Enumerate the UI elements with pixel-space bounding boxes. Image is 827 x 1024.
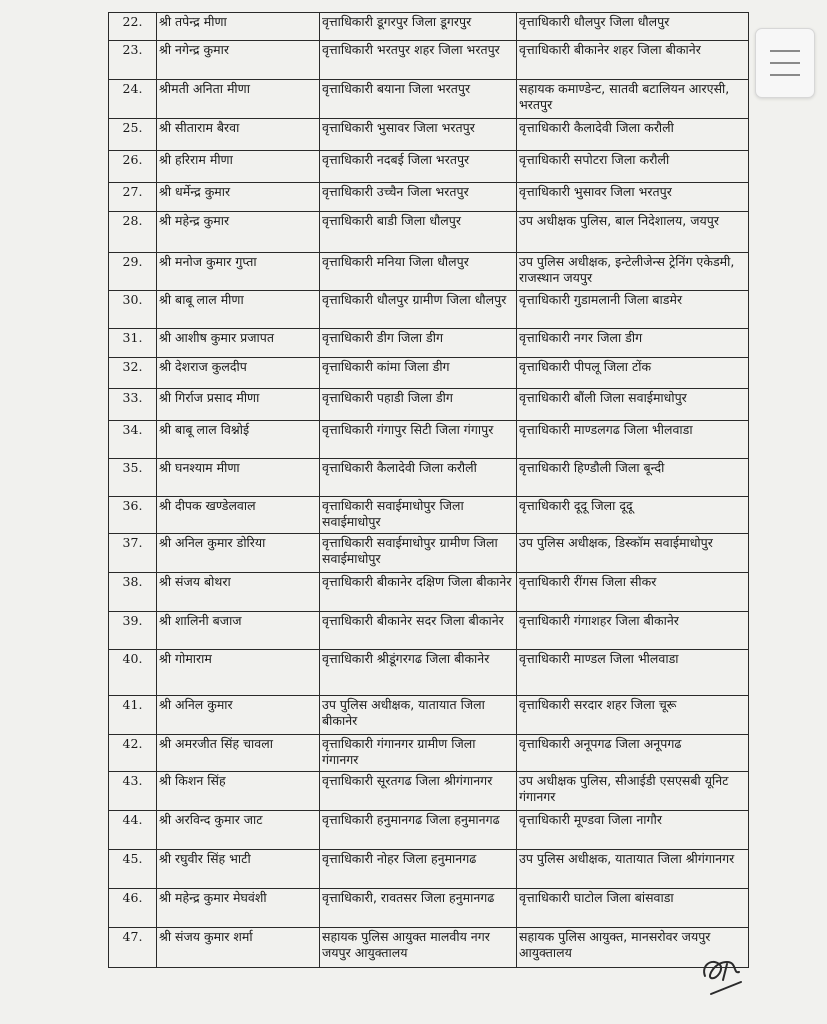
current-posting: वृत्ताधिकारी कैलादेवी जिला करौली: [320, 459, 517, 497]
new-posting: वृत्ताधिकारी कैलादेवी जिला करौली: [517, 119, 749, 151]
table-row: [109, 291, 749, 329]
current-posting: सहायक पुलिस आयुक्त मालवीय नगर जयपुर आयुक्तालय: [320, 928, 517, 968]
officer-name: श्री हरिराम मीणा: [157, 151, 320, 183]
table-row: [109, 850, 749, 889]
current-posting: वृत्ताधिकारी नदबई जिला भरतपुर: [320, 151, 517, 183]
table-row: [109, 183, 749, 212]
new-posting: वृत्ताधिकारी सपोटरा जिला करौली: [517, 151, 749, 183]
current-posting: वृत्ताधिकारी डीग जिला डीग: [320, 329, 517, 358]
new-posting: वृत्ताधिकारी नगर जिला डीग: [517, 329, 749, 358]
current-posting: वृत्ताधिकारी, रावतसर जिला हनुमानगढ: [320, 889, 517, 928]
officer-name: श्री रघुवीर सिंह भाटी: [157, 850, 320, 889]
current-posting: वृत्ताधिकारी सवाईमाधोपुर ग्रामीण जिला सवाईमाधोपुर: [320, 534, 517, 573]
table-row: [109, 253, 749, 291]
row-number: 28.: [109, 212, 157, 253]
current-posting: वृत्ताधिकारी मनिया जिला धौलपुर: [320, 253, 517, 291]
table-row: [109, 13, 749, 41]
new-posting: उप अधीक्षक पुलिस, बाल निदेशालय, जयपुर: [517, 212, 749, 253]
new-posting: वृत्ताधिकारी गंगाशहर जिला बीकानेर: [517, 612, 749, 650]
officer-name: श्रीमती अनिता मीणा: [157, 80, 320, 119]
current-posting: वृत्ताधिकारी श्रीडूंगरगढ जिला बीकानेर: [320, 650, 517, 696]
current-posting: वृत्ताधिकारी पहाडी जिला डीग: [320, 389, 517, 421]
row-number: 34.: [109, 421, 157, 459]
row-number: 47.: [109, 928, 157, 968]
current-posting: वृत्ताधिकारी सवाईमाधोपुर जिला सवाईमाधोपुर: [320, 497, 517, 534]
table-row: [109, 889, 749, 928]
current-posting: उप पुलिस अधीक्षक, यातायात जिला बीकानेर: [320, 696, 517, 735]
row-number: 38.: [109, 573, 157, 612]
table-row: [109, 497, 749, 534]
new-posting: सहायक कमाण्डेन्ट, सातवी बटालियन आरएसी, भरतपुर: [517, 80, 749, 119]
row-number: 29.: [109, 253, 157, 291]
new-posting: वृत्ताधिकारी बीकानेर शहर जिला बीकानेर: [517, 41, 749, 80]
officer-name: श्री किशन सिंह: [157, 772, 320, 811]
row-number: 44.: [109, 811, 157, 850]
row-number: 26.: [109, 151, 157, 183]
table-row: [109, 735, 749, 772]
current-posting: वृत्ताधिकारी बीकानेर दक्षिण जिला बीकानेर: [320, 573, 517, 612]
new-posting: वृत्ताधिकारी घाटोल जिला बांसवाडा: [517, 889, 749, 928]
transfer-table: [108, 12, 749, 968]
row-number: 31.: [109, 329, 157, 358]
new-posting: वृत्ताधिकारी दूदू जिला दूदू: [517, 497, 749, 534]
officer-name: श्री गोमाराम: [157, 650, 320, 696]
officer-name: श्री अनिल कुमार डोरिया: [157, 534, 320, 573]
officer-name: श्री देशराज कुलदीप: [157, 358, 320, 389]
new-posting: वृत्ताधिकारी धौलपुर जिला धौलपुर: [517, 13, 749, 41]
current-posting: वृत्ताधिकारी उच्चैन जिला भरतपुर: [320, 183, 517, 212]
table-row: [109, 212, 749, 253]
new-posting: वृत्ताधिकारी भुसावर जिला भरतपुर: [517, 183, 749, 212]
new-posting: वृत्ताधिकारी अनूपगढ जिला अनूपगढ: [517, 735, 749, 772]
table-row: [109, 41, 749, 80]
menu-button[interactable]: [755, 28, 815, 98]
new-posting: वृत्ताधिकारी माण्डल जिला भीलवाडा: [517, 650, 749, 696]
current-posting: वृत्ताधिकारी सूरतगढ जिला श्रीगंगानगर: [320, 772, 517, 811]
current-posting: वृत्ताधिकारी गंगापुर सिटी जिला गंगापुर: [320, 421, 517, 459]
officer-name: श्री नगेन्द्र कुमार: [157, 41, 320, 80]
current-posting: वृत्ताधिकारी भुसावर जिला भरतपुर: [320, 119, 517, 151]
new-posting: वृत्ताधिकारी गुडामलानी जिला बाडमेर: [517, 291, 749, 329]
table-row: [109, 534, 749, 573]
table-row: [109, 612, 749, 650]
table-row: [109, 928, 749, 968]
officer-name: श्री अनिल कुमार: [157, 696, 320, 735]
row-number: 33.: [109, 389, 157, 421]
officer-name: श्री गिर्राज प्रसाद मीणा: [157, 389, 320, 421]
row-number: 23.: [109, 41, 157, 80]
signature-mark: [697, 950, 749, 1004]
current-posting: वृत्ताधिकारी नोहर जिला हनुमानगढ: [320, 850, 517, 889]
officer-name: श्री संजय बोथरा: [157, 573, 320, 612]
table-row: [109, 459, 749, 497]
table-row: [109, 573, 749, 612]
row-number: 40.: [109, 650, 157, 696]
current-posting: वृत्ताधिकारी धौलपुर ग्रामीण जिला धौलपुर: [320, 291, 517, 329]
current-posting: वृत्ताधिकारी गंगानगर ग्रामीण जिला गंगानगर: [320, 735, 517, 772]
table-row: [109, 421, 749, 459]
current-posting: वृत्ताधिकारी डूगरपुर जिला डूगरपुर: [320, 13, 517, 41]
officer-name: श्री अमरजीत सिंह चावला: [157, 735, 320, 772]
table-row: [109, 80, 749, 119]
row-number: 36.: [109, 497, 157, 534]
table-row: [109, 329, 749, 358]
row-number: 43.: [109, 772, 157, 811]
row-number: 35.: [109, 459, 157, 497]
row-number: 37.: [109, 534, 157, 573]
table-row: [109, 772, 749, 811]
new-posting: वृत्ताधिकारी पीपलू जिला टोंक: [517, 358, 749, 389]
officer-name: श्री बाबू लाल मीणा: [157, 291, 320, 329]
officer-name: श्री सीताराम बैरवा: [157, 119, 320, 151]
current-posting: वृत्ताधिकारी भरतपुर शहर जिला भरतपुर: [320, 41, 517, 80]
officer-name: श्री मनोज कुमार गुप्ता: [157, 253, 320, 291]
officer-name: श्री घनश्याम मीणा: [157, 459, 320, 497]
officer-name: श्री महेन्द्र कुमार: [157, 212, 320, 253]
table-row: [109, 151, 749, 183]
transfer-table-body: [109, 13, 749, 968]
officer-name: श्री शालिनी बजाज: [157, 612, 320, 650]
new-posting: उप पुलिस अधीक्षक, यातायात जिला श्रीगंगानगर: [517, 850, 749, 889]
officer-name: श्री धर्मेन्द्र कुमार: [157, 183, 320, 212]
table-row: [109, 696, 749, 735]
current-posting: वृत्ताधिकारी बीकानेर सदर जिला बीकानेर: [320, 612, 517, 650]
row-number: 27.: [109, 183, 157, 212]
new-posting: उप अधीक्षक पुलिस, सीआईडी एसएसबी यूनिट गंगानगर: [517, 772, 749, 811]
row-number: 30.: [109, 291, 157, 329]
row-number: 32.: [109, 358, 157, 389]
table-row: [109, 358, 749, 389]
officer-name: श्री तपेन्द्र मीणा: [157, 13, 320, 41]
row-number: 39.: [109, 612, 157, 650]
row-number: 46.: [109, 889, 157, 928]
table-row: [109, 389, 749, 421]
officer-name: श्री महेन्द्र कुमार मेघवंशी: [157, 889, 320, 928]
new-posting: सहायक पुलिस आयुक्त, मानसरोवर जयपुर आयुक्तालय: [517, 928, 749, 968]
current-posting: वृत्ताधिकारी बयाना जिला भरतपुर: [320, 80, 517, 119]
hamburger-icon-line: [770, 74, 800, 76]
table-row: [109, 811, 749, 850]
new-posting: वृत्ताधिकारी मूण्डवा जिला नागौर: [517, 811, 749, 850]
new-posting: उप पुलिस अधीक्षक, डिस्कॉम सवाईमाधोपुर: [517, 534, 749, 573]
new-posting: वृत्ताधिकारी सरदार शहर जिला चूरू: [517, 696, 749, 735]
current-posting: वृत्ताधिकारी हनुमानगढ जिला हनुमानगढ: [320, 811, 517, 850]
current-posting: वृत्ताधिकारी कांमा जिला डीग: [320, 358, 517, 389]
officer-name: श्री दीपक खण्डेलवाल: [157, 497, 320, 534]
row-number: 22.: [109, 13, 157, 41]
officer-name: श्री अरविन्द कुमार जाट: [157, 811, 320, 850]
officer-name: श्री संजय कुमार शर्मा: [157, 928, 320, 968]
new-posting: वृत्ताधिकारी बौंली जिला सवाईमाधोपुर: [517, 389, 749, 421]
hamburger-icon-line: [770, 50, 800, 52]
table-row: [109, 650, 749, 696]
officer-name: श्री आशीष कुमार प्रजापत: [157, 329, 320, 358]
hamburger-icon-line: [770, 62, 800, 64]
new-posting: वृत्ताधिकारी माण्डलगढ जिला भीलवाडा: [517, 421, 749, 459]
new-posting: उप पुलिस अधीक्षक, इन्टेलीजेन्स ट्रेनिंग एकेडमी, राजस्थान जयपुर: [517, 253, 749, 291]
row-number: 25.: [109, 119, 157, 151]
officer-name: श्री बाबू लाल विश्नोई: [157, 421, 320, 459]
new-posting: वृत्ताधिकारी हिण्डौली जिला बून्दी: [517, 459, 749, 497]
table-row: [109, 119, 749, 151]
new-posting: वृत्ताधिकारी रींगस जिला सीकर: [517, 573, 749, 612]
row-number: 41.: [109, 696, 157, 735]
row-number: 45.: [109, 850, 157, 889]
row-number: 42.: [109, 735, 157, 772]
row-number: 24.: [109, 80, 157, 119]
current-posting: वृत्ताधिकारी बाडी जिला धौलपुर: [320, 212, 517, 253]
